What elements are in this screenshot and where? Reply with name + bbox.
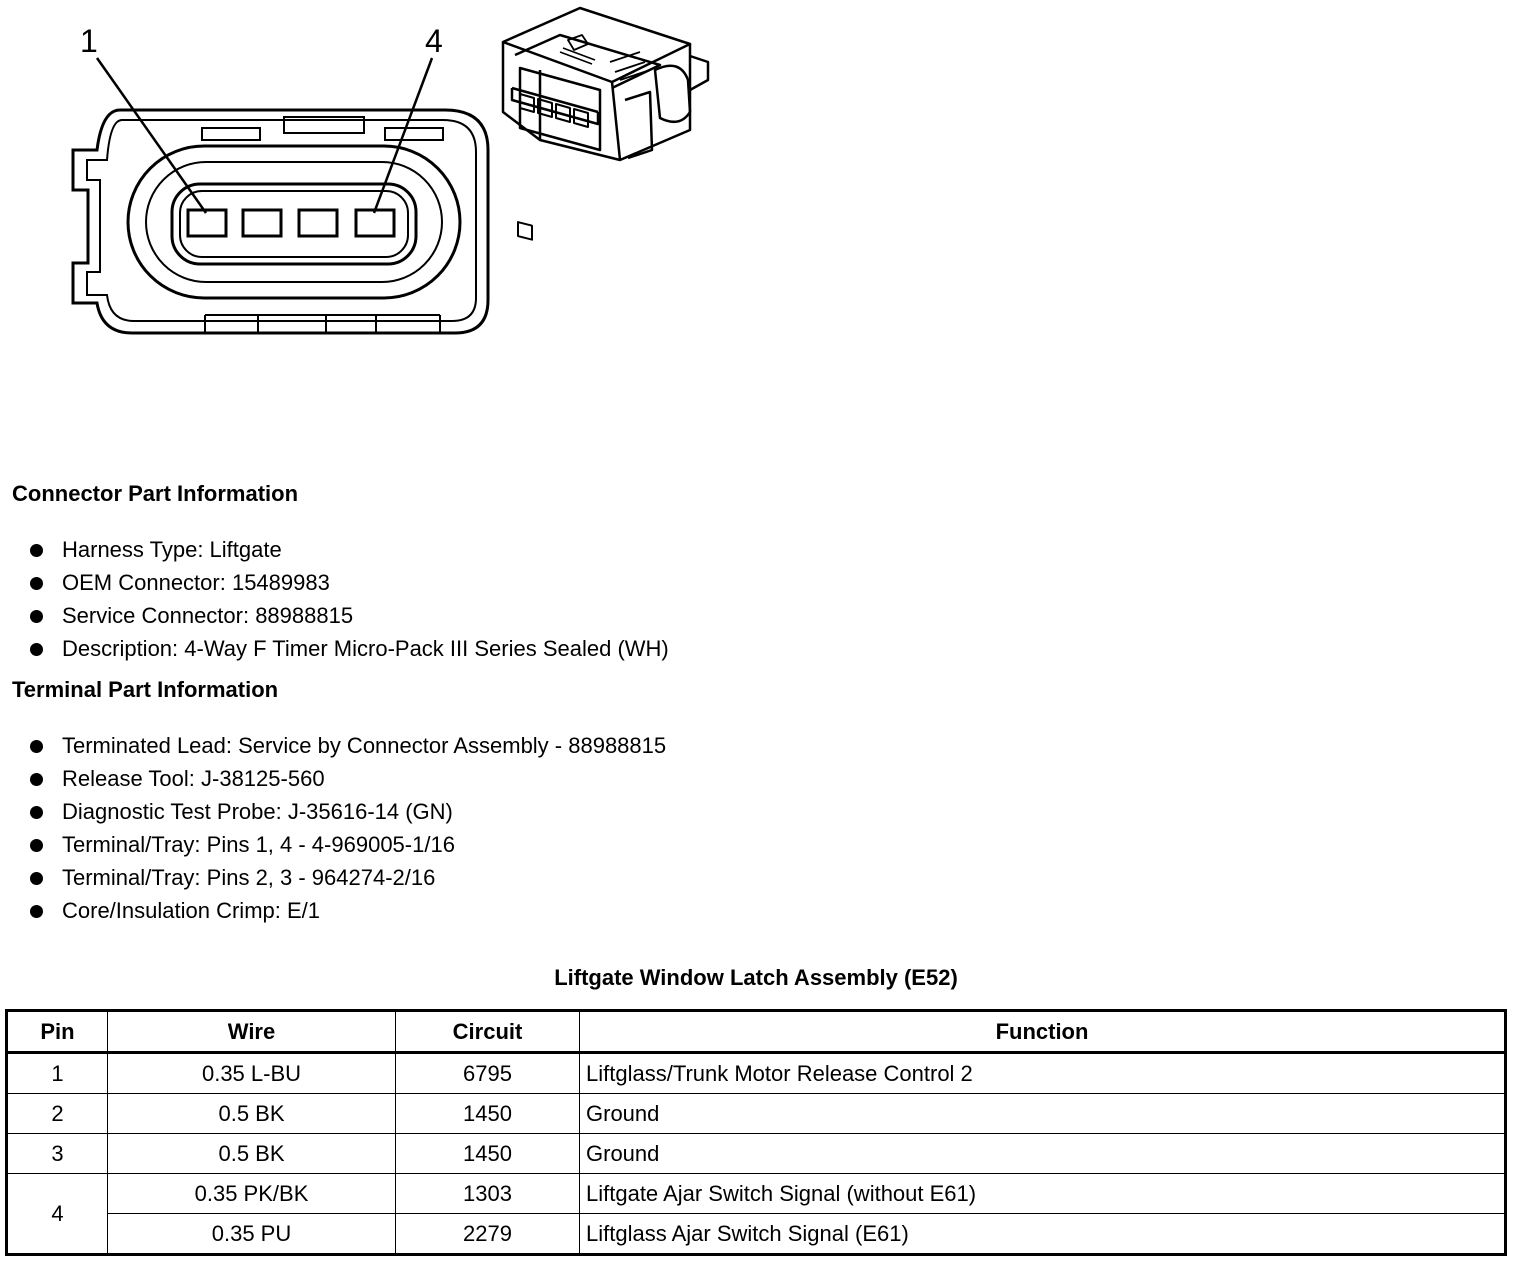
list-item-text: Description: 4-Way F Timer Micro-Pack III Series Sealed (WH) [62,636,669,661]
pin-table-title: Liftgate Window Latch Assembly (E52) [554,965,958,990]
function-cell: Liftglass Ajar Switch Signal (E61) [580,1214,1506,1255]
wire-cell: 0.35 PK/BK [108,1174,396,1214]
function-cell: Liftglass/Trunk Motor Release Control 2 [580,1053,1506,1094]
pin-cavity-3 [299,210,337,236]
bullet-icon [30,577,43,590]
connector-part-info-list [28,536,669,668]
bullet-icon [30,773,43,786]
pin-cell: 2 [7,1094,108,1134]
table-row [7,1094,1506,1134]
list-item [28,569,669,602]
list-item-text: Release Tool: J-38125-560 [62,766,325,791]
bullet-icon [30,905,43,918]
bullet-icon [30,544,43,557]
table-row [7,1214,1506,1255]
connector-face-view [73,58,488,333]
pin-table [5,1009,1507,1256]
column-header-wire: Wire [108,1011,396,1053]
list-item-text: Core/Insulation Crimp: E/1 [62,898,320,923]
pin-cavity-1 [188,210,226,236]
pin-cavity-2 [243,210,281,236]
list-item [28,831,666,864]
pin-4-callout: 4 [425,23,443,59]
circuit-cell: 6795 [396,1053,580,1094]
list-item [28,635,669,668]
pin-cavity-4 [356,210,394,236]
wire-cell: 0.35 L-BU [108,1053,396,1094]
list-item [28,897,666,930]
list-item-text: Terminal/Tray: Pins 1, 4 - 4-969005-1/16 [62,832,455,857]
list-item [28,864,666,897]
list-item [28,602,669,635]
column-header-pin: Pin [7,1011,108,1053]
table-row [7,1174,1506,1214]
function-cell: Ground [580,1094,1506,1134]
list-item-text: Diagnostic Test Probe: J-35616-14 (GN) [62,799,453,824]
circuit-cell: 1450 [396,1094,580,1134]
bullet-icon [30,839,43,852]
bullet-icon [30,872,43,885]
function-cell: Liftgate Ajar Switch Signal (without E61) [580,1174,1506,1214]
table-row [7,1053,1506,1094]
list-item [28,732,666,765]
circuit-cell: 2279 [396,1214,580,1255]
table-header-row [7,1011,1506,1053]
pin-cell: 4 [7,1174,108,1255]
column-header-function: Function [580,1011,1506,1053]
list-item [28,765,666,798]
connector-diagram [0,0,760,360]
list-item-text: Harness Type: Liftgate [62,537,282,562]
wire-cell: 0.35 PU [108,1214,396,1255]
terminal-part-info-list [28,732,666,930]
terminal-part-info-heading: Terminal Part Information [12,677,279,702]
list-item-text: Terminal/Tray: Pins 2, 3 - 964274-2/16 [62,865,436,890]
list-item-text: Terminated Lead: Service by Connector Assembly - 88988815 [62,733,667,758]
circuit-cell: 1303 [396,1174,580,1214]
connector-3d-illustration [503,8,708,240]
bullet-icon [30,806,43,819]
list-item-text: Service Connector: 88988815 [62,603,354,628]
list-item [28,536,669,569]
list-item-text: OEM Connector: 15489983 [62,570,330,595]
wire-cell: 0.5 BK [108,1094,396,1134]
list-item [28,798,666,831]
bullet-icon [30,610,43,623]
column-header-circuit: Circuit [396,1011,580,1053]
bullet-icon [30,643,43,656]
pin-cell: 1 [7,1053,108,1094]
circuit-cell: 1450 [396,1134,580,1174]
pin-1-callout: 1 [80,23,98,59]
function-cell: Ground [580,1134,1506,1174]
pin-cell: 3 [7,1134,108,1174]
wire-cell: 0.5 BK [108,1134,396,1174]
bullet-icon [30,740,43,753]
table-row [7,1134,1506,1174]
connector-part-info-heading: Connector Part Information [12,481,299,506]
